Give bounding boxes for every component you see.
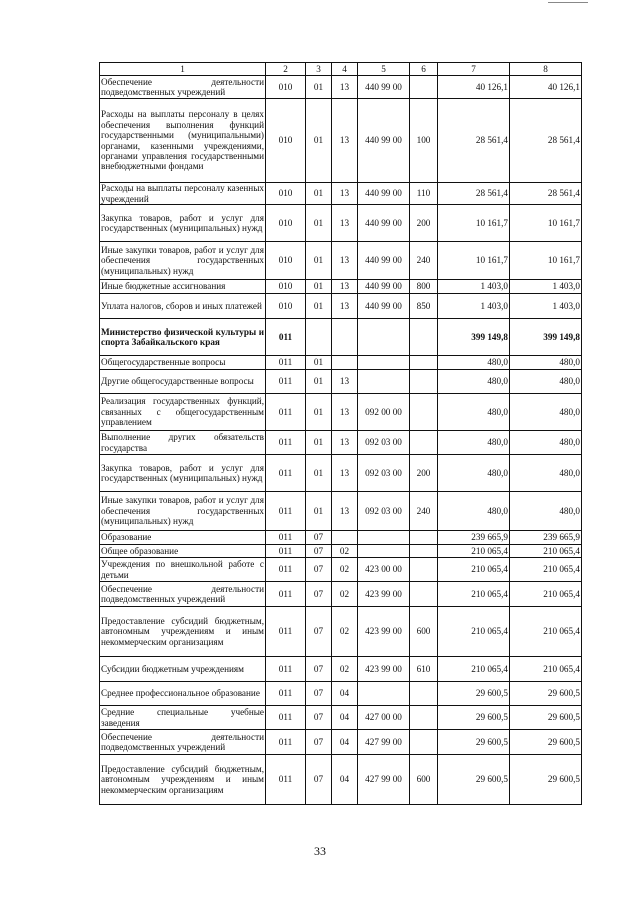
table-row [100, 755, 582, 805]
ministry-code-cell: 011 [266, 531, 306, 545]
row-name-cell: Обеспечение деятельности подведомственных учреждений [100, 582, 266, 607]
subsection-code-cell: 04 [332, 730, 358, 755]
amount-cell: 28 561,4 [438, 183, 510, 205]
section-code-cell: 07 [306, 755, 332, 805]
table-row [100, 531, 582, 545]
row-name-cell: Уплата налогов, сборов и иных платежей [100, 294, 266, 319]
subsection-code-cell: 02 [332, 545, 358, 558]
table-row [100, 431, 582, 455]
ministry-code-cell: 011 [266, 582, 306, 607]
row-name-cell: Предоставление субсидий бюджетным, автономным учреждениям и иным некоммерческим организациям [100, 607, 266, 657]
amount-cell: 480,0 [438, 394, 510, 431]
amount-cell: 210 065,4 [438, 545, 510, 558]
target-article-cell: 427 99 00 [358, 755, 410, 805]
section-code-cell: 01 [306, 205, 332, 242]
expense-type-cell: 100 [410, 99, 438, 183]
section-code-cell: 07 [306, 657, 332, 682]
section-code-cell: 01 [306, 370, 332, 394]
ministry-code-cell: 011 [266, 356, 306, 370]
row-name-cell: Субсидии бюджетным учреждениям [100, 657, 266, 682]
expense-type-cell [410, 730, 438, 755]
subsection-code-cell: 13 [332, 492, 358, 531]
ministry-code-cell: 010 [266, 205, 306, 242]
expense-type-cell [410, 356, 438, 370]
amount-cell: 399 149,8 [438, 319, 510, 356]
expense-type-cell [410, 394, 438, 431]
expense-type-cell: 200 [410, 455, 438, 492]
subsection-code-cell: 13 [332, 242, 358, 280]
amount-cell: 480,0 [438, 492, 510, 531]
target-article-cell: 427 99 00 [358, 730, 410, 755]
amount-cell: 29 600,5 [438, 730, 510, 755]
amount-total-cell: 210 065,4 [510, 607, 582, 657]
amount-cell: 1 403,0 [438, 294, 510, 319]
target-article-cell: 440 99 00 [358, 280, 410, 294]
subsection-code-cell: 02 [332, 607, 358, 657]
amount-total-cell: 10 161,7 [510, 242, 582, 280]
amount-cell: 480,0 [438, 356, 510, 370]
amount-cell: 29 600,5 [438, 682, 510, 706]
row-name-cell: Закупка товаров, работ и услуг для государственных (муниципальных) нужд [100, 205, 266, 242]
table-row [100, 682, 582, 706]
expense-type-cell: 600 [410, 755, 438, 805]
table-row [100, 370, 582, 394]
amount-total-cell: 480,0 [510, 356, 582, 370]
section-code-cell: 07 [306, 558, 332, 582]
ministry-code-cell: 011 [266, 755, 306, 805]
ministry-code-cell: 010 [266, 76, 306, 99]
section-code-cell: 01 [306, 394, 332, 431]
table-row [100, 183, 582, 205]
row-name-cell: Расходы на выплаты персоналу в целях обеспечения выполнения функций государственными (муниципальными) органами, казенными учреждениями, органами управления государственными внебюджетными фондами [100, 99, 266, 183]
expense-type-cell: 200 [410, 205, 438, 242]
ministry-code-cell: 011 [266, 492, 306, 531]
table-body [100, 76, 582, 805]
table-row [100, 356, 582, 370]
section-code-cell: 07 [306, 545, 332, 558]
table-row [100, 242, 582, 280]
amount-total-cell: 210 065,4 [510, 558, 582, 582]
header-col-6: 6 [410, 63, 438, 76]
subsection-code-cell [332, 356, 358, 370]
amount-total-cell: 210 065,4 [510, 657, 582, 682]
header-col-2: 2 [266, 63, 306, 76]
amount-cell: 29 600,5 [438, 706, 510, 730]
section-code-cell: 01 [306, 76, 332, 99]
ministry-code-cell: 010 [266, 294, 306, 319]
target-article-cell: 423 99 00 [358, 582, 410, 607]
subsection-code-cell: 04 [332, 755, 358, 805]
row-name-cell: Иные бюджетные ассигнования [100, 280, 266, 294]
table-row [100, 706, 582, 730]
table-row [100, 394, 582, 431]
subsection-code-cell: 02 [332, 582, 358, 607]
amount-cell: 480,0 [438, 455, 510, 492]
subsection-code-cell [332, 319, 358, 356]
subsection-code-cell: 13 [332, 370, 358, 394]
amount-cell: 1 403,0 [438, 280, 510, 294]
amount-total-cell: 29 600,5 [510, 730, 582, 755]
expense-type-cell: 850 [410, 294, 438, 319]
subsection-code-cell: 13 [332, 76, 358, 99]
scan-edge-line [548, 2, 588, 3]
row-name-cell: Расходы на выплаты персоналу казенных учреждений [101, 183, 264, 204]
table-row [100, 280, 582, 294]
section-code-cell: 01 [306, 492, 332, 531]
section-code-cell: 01 [306, 356, 332, 370]
ministry-code-cell: 011 [266, 431, 306, 455]
target-article-cell: 440 99 00 [358, 294, 410, 319]
amount-total-cell: 480,0 [510, 455, 582, 492]
row-name-cell: Средние специальные учебные заведения [101, 707, 264, 728]
target-article-cell: 423 00 00 [358, 558, 410, 582]
section-code-cell: 07 [306, 531, 332, 545]
expense-type-cell: 240 [410, 242, 438, 280]
ministry-code-cell: 011 [266, 657, 306, 682]
subsection-code-cell: 04 [332, 682, 358, 706]
subsection-code-cell: 13 [332, 183, 358, 205]
subsection-code-cell: 13 [332, 99, 358, 183]
amount-total-cell: 480,0 [510, 431, 582, 455]
section-code-cell: 01 [306, 431, 332, 455]
amount-cell: 239 665,9 [438, 531, 510, 545]
expense-type-cell: 600 [410, 607, 438, 657]
row-name-cell: Предоставление субсидий бюджетным, автономным учреждениям и иным некоммерческим организациям [100, 755, 266, 805]
ministry-code-cell: 011 [266, 370, 306, 394]
ministry-code-cell: 011 [266, 706, 306, 730]
subsection-code-cell: 13 [332, 280, 358, 294]
table-row [100, 730, 582, 755]
amount-total-cell: 29 600,5 [510, 682, 582, 706]
amount-cell: 10 161,7 [438, 205, 510, 242]
ministry-code-cell: 011 [266, 558, 306, 582]
section-code-cell: 01 [306, 280, 332, 294]
subsection-code-cell: 13 [332, 394, 358, 431]
section-code-cell: 01 [306, 183, 332, 205]
subsection-code-cell [332, 531, 358, 545]
section-code-cell: 01 [306, 455, 332, 492]
row-name-cell: Другие общегосударственные вопросы [100, 370, 266, 394]
section-code-cell: 07 [306, 682, 332, 706]
ministry-code-cell: 011 [266, 545, 306, 558]
amount-total-cell: 210 065,4 [510, 582, 582, 607]
expense-type-cell [410, 370, 438, 394]
ministry-code-cell: 010 [266, 99, 306, 183]
ministry-code-cell: 011 [266, 319, 306, 356]
row-name-cell: Иные закупки товаров, работ и услуг для обеспечения государственных (муниципальных) нужд [100, 492, 266, 531]
row-name-cell: Общегосударственные вопросы [100, 356, 266, 370]
amount-cell: 10 161,7 [438, 242, 510, 280]
table-header-row [100, 63, 582, 76]
expense-type-cell: 610 [410, 657, 438, 682]
ministry-code-cell: 010 [266, 183, 306, 205]
section-code-cell: 01 [306, 242, 332, 280]
table-row [100, 205, 582, 242]
section-code-cell: 07 [306, 730, 332, 755]
amount-total-cell: 239 665,9 [510, 531, 582, 545]
table-row [100, 76, 582, 99]
subsection-code-cell: 02 [332, 558, 358, 582]
ministry-code-cell: 011 [266, 682, 306, 706]
amount-cell: 480,0 [438, 431, 510, 455]
amount-total-cell: 28 561,4 [510, 183, 582, 205]
amount-total-cell: 399 149,8 [510, 319, 582, 356]
amount-total-cell: 29 600,5 [510, 706, 582, 730]
subsection-code-cell: 04 [332, 706, 358, 730]
amount-total-cell: 10 161,7 [510, 205, 582, 242]
target-article-cell [358, 545, 410, 558]
ministry-code-cell: 011 [266, 394, 306, 431]
row-name-cell: Учреждения по внешкольной работе с детьми [101, 559, 264, 580]
table-row [100, 99, 582, 183]
expense-type-cell [410, 706, 438, 730]
target-article-cell: 440 99 00 [358, 205, 410, 242]
target-article-cell: 440 99 00 [358, 99, 410, 183]
target-article-cell: 423 99 00 [358, 657, 410, 682]
row-name-cell: Среднее профессиональное образование [100, 682, 266, 706]
target-article-cell: 092 00 00 [358, 394, 410, 431]
amount-cell: 40 126,1 [438, 76, 510, 99]
table-row [100, 558, 582, 582]
page-number: 33 [314, 844, 326, 858]
row-name-cell: Обеспечение деятельности подведомственных учреждений [101, 76, 264, 97]
subsection-code-cell: 13 [332, 431, 358, 455]
subsection-code-cell: 13 [332, 294, 358, 319]
expense-type-cell: 110 [410, 183, 438, 205]
subsection-code-cell: 13 [332, 455, 358, 492]
budget-table [99, 62, 582, 805]
ministry-code-cell: 011 [266, 730, 306, 755]
expense-type-cell [410, 76, 438, 99]
target-article-cell: 423 99 00 [358, 607, 410, 657]
table-row [100, 582, 582, 607]
amount-cell: 28 561,4 [438, 99, 510, 183]
subsection-code-cell: 13 [332, 205, 358, 242]
row-name-cell: Реализация государственных функций, связанных с общегосударственным управлением [100, 394, 266, 431]
amount-total-cell: 210 065,4 [510, 545, 582, 558]
expense-type-cell [410, 531, 438, 545]
header-col-3: 3 [306, 63, 332, 76]
table-row [100, 319, 582, 356]
target-article-cell [358, 531, 410, 545]
row-name-cell: Министерство физической культуры и спорта Забайкальского края [100, 319, 266, 356]
header-col-5: 5 [358, 63, 410, 76]
amount-total-cell: 1 403,0 [510, 280, 582, 294]
section-code-cell: 07 [306, 582, 332, 607]
header-col-1: 1 [100, 63, 266, 76]
target-article-cell: 427 00 00 [358, 706, 410, 730]
table-row [100, 294, 582, 319]
target-article-cell: 440 99 00 [358, 76, 410, 99]
expense-type-cell [410, 682, 438, 706]
amount-total-cell: 480,0 [510, 370, 582, 394]
row-name-cell: Выполнение других обязательств государства [101, 432, 264, 453]
amount-total-cell: 29 600,5 [510, 755, 582, 805]
table-row [100, 455, 582, 492]
expense-type-cell: 800 [410, 280, 438, 294]
amount-cell: 210 065,4 [438, 558, 510, 582]
ministry-code-cell: 011 [266, 455, 306, 492]
ministry-code-cell: 010 [266, 280, 306, 294]
expense-type-cell [410, 558, 438, 582]
expense-type-cell: 240 [410, 492, 438, 531]
expense-type-cell [410, 431, 438, 455]
target-article-cell: 092 03 00 [358, 455, 410, 492]
row-name-cell: Иные закупки товаров, работ и услуг для обеспечения государственных (муниципальных) нужд [100, 242, 266, 280]
amount-cell: 210 065,4 [438, 657, 510, 682]
amount-total-cell: 1 403,0 [510, 294, 582, 319]
target-article-cell: 440 99 00 [358, 183, 410, 205]
target-article-cell [358, 370, 410, 394]
expense-type-cell [410, 545, 438, 558]
amount-total-cell: 28 561,4 [510, 99, 582, 183]
subsection-code-cell: 02 [332, 657, 358, 682]
target-article-cell [358, 356, 410, 370]
section-code-cell: 07 [306, 706, 332, 730]
amount-cell: 210 065,4 [438, 607, 510, 657]
target-article-cell [358, 319, 410, 356]
ministry-code-cell: 011 [266, 607, 306, 657]
amount-total-cell: 480,0 [510, 394, 582, 431]
row-name-cell: Закупка товаров, работ и услуг для государственных (муниципальных) нужд [100, 455, 266, 492]
amount-cell: 210 065,4 [438, 582, 510, 607]
table-row [100, 607, 582, 657]
amount-cell: 29 600,5 [438, 755, 510, 805]
header-col-8: 8 [510, 63, 582, 76]
header-col-7: 7 [438, 63, 510, 76]
row-name-cell: Обеспечение деятельности подведомственных учреждений [100, 730, 266, 755]
expense-type-cell [410, 582, 438, 607]
amount-total-cell: 480,0 [510, 492, 582, 531]
section-code-cell: 01 [306, 99, 332, 183]
table-row [100, 492, 582, 531]
target-article-cell: 092 03 00 [358, 492, 410, 531]
section-code-cell: 07 [306, 607, 332, 657]
amount-cell: 480,0 [438, 370, 510, 394]
target-article-cell: 092 03 00 [358, 431, 410, 455]
amount-total-cell: 40 126,1 [510, 76, 582, 99]
section-code-cell: 01 [306, 294, 332, 319]
header-col-4: 4 [332, 63, 358, 76]
row-name-cell: Общее образование [100, 545, 266, 558]
section-code-cell [306, 319, 332, 356]
table-row [100, 545, 582, 558]
row-name-cell: Образование [100, 531, 266, 545]
ministry-code-cell: 010 [266, 242, 306, 280]
table-row [100, 657, 582, 682]
target-article-cell [358, 682, 410, 706]
target-article-cell: 440 99 00 [358, 242, 410, 280]
expense-type-cell [410, 319, 438, 356]
